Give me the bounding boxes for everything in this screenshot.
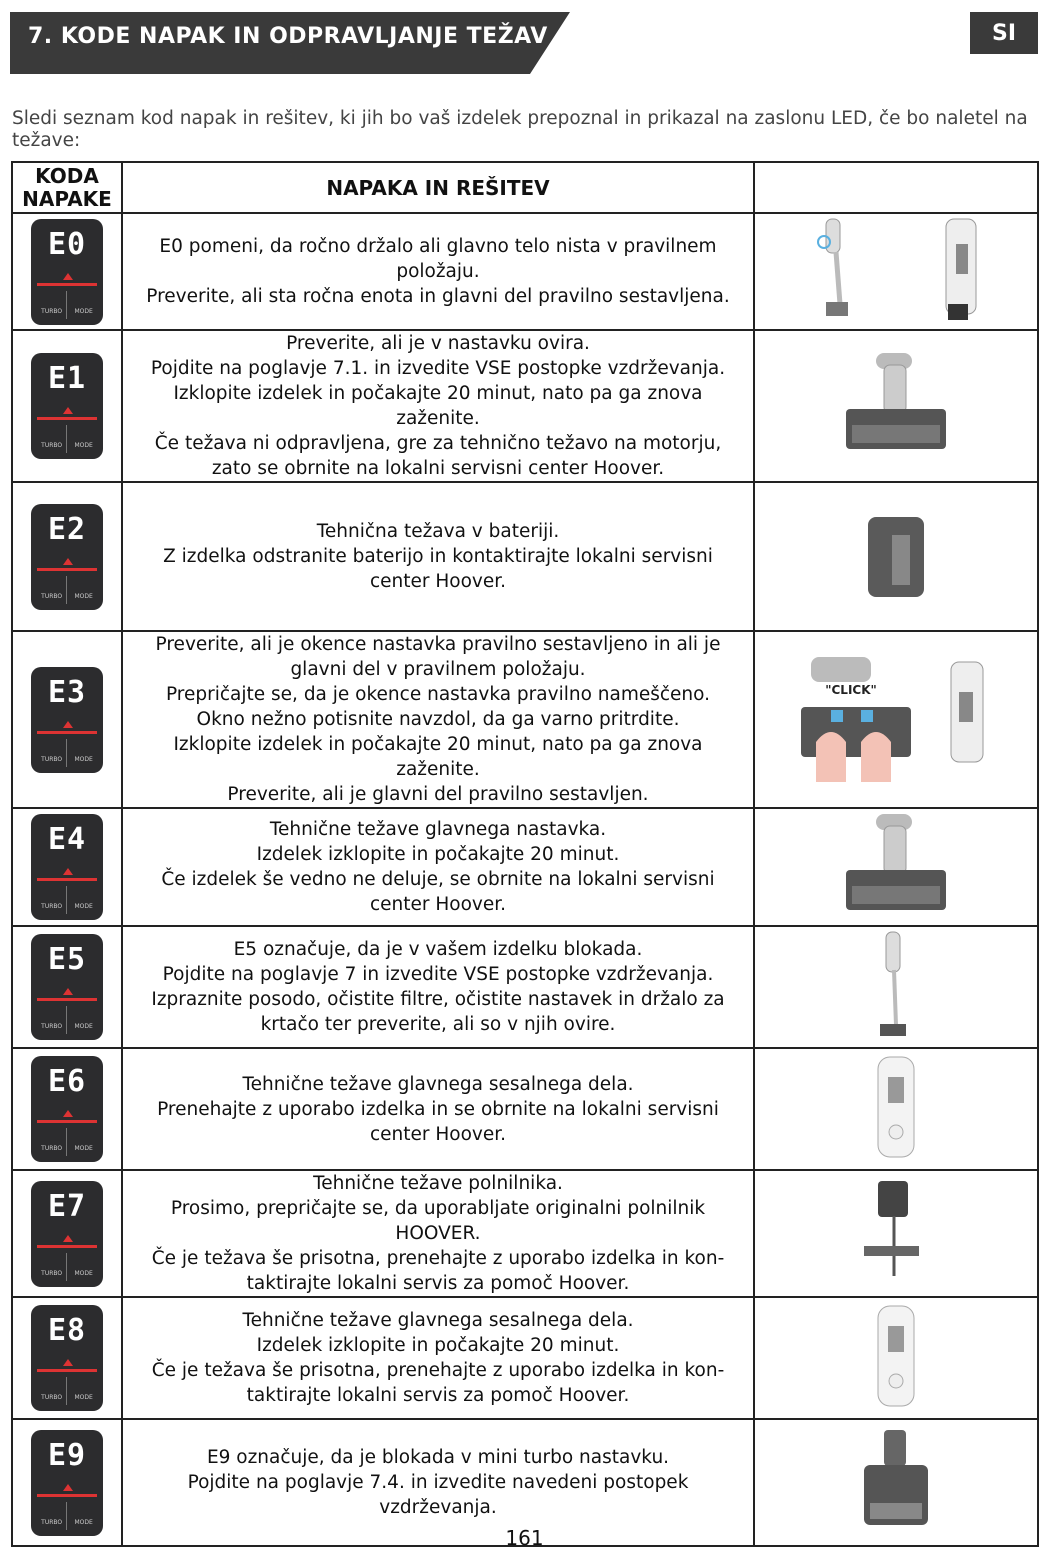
- floor-nozzle-icon: [836, 396, 956, 415]
- table-row: [12, 926, 1038, 1048]
- solution-line: Tehnične težave glavnega sesalnega dela.: [242, 1310, 634, 1331]
- nozzle-click-icon: [791, 683, 1001, 728]
- turbo-label: TURBO: [41, 755, 63, 763]
- led-display-icon: [31, 1056, 103, 1162]
- error-code-display: [12, 1297, 122, 1419]
- error-solution: [122, 1170, 754, 1297]
- turbo-label: TURBO: [41, 592, 63, 600]
- led-display-icon: [31, 353, 103, 459]
- error-code-table: [11, 161, 1039, 1547]
- solution-line: taktirajte lokalni servis za pomoč Hoover.: [246, 1273, 630, 1294]
- solution-line: Če težava ni odpravljena, gre za tehnično težavo na motorju,: [154, 433, 722, 454]
- solution-line: položaju.: [396, 261, 480, 282]
- solution-line: Preverite, ali je glavni del pravilno sestavljen.: [227, 784, 649, 805]
- solution-line: Tehnična težava v bateriji.: [316, 521, 560, 542]
- page-title: 7. KODE NAPAK IN ODPRAVLJANJE TEŽAV: [28, 24, 548, 49]
- illustration-cell: [754, 1048, 1038, 1170]
- solution-line: Izdelek izklopite in počakajte 20 minut.: [256, 844, 620, 865]
- solution-line: Prosimo, prepričajte se, da uporabljate originalni polnilnik: [170, 1198, 706, 1219]
- error-solution: [122, 926, 754, 1048]
- error-code: E5: [47, 942, 87, 977]
- solution-line: Prepričajte se, da je okence nastavka pravilno nameščeno.: [165, 684, 711, 705]
- floor-nozzle-icon: [836, 857, 956, 876]
- solution-line: Preverite, ali je okence nastavka pravilno sestavljeno in ali je: [155, 634, 721, 655]
- solution-line: E9 označuje, da je blokada v mini turbo nastavku.: [206, 1447, 670, 1468]
- turbo-label: TURBO: [41, 1269, 63, 1277]
- solution-line: center Hoover.: [369, 894, 507, 915]
- illustration-cell: [754, 808, 1038, 926]
- led-display-icon: [31, 1305, 103, 1411]
- charger-icon: [856, 1223, 936, 1242]
- solution-line: Tehnične težave glavnega sesalnega dela.: [242, 1073, 634, 1095]
- error-code: E6: [47, 1064, 87, 1099]
- error-solution: [122, 631, 754, 808]
- warning-icon: [63, 1235, 73, 1242]
- header-code: KODA NAPAKE: [12, 162, 122, 213]
- solution-line: center Hoover.: [369, 1123, 507, 1145]
- solution-line: Pojdite na poglavje 7.1. in izvedite VSE postopke vzdrževanja.: [150, 358, 726, 379]
- error-solution: [122, 330, 754, 482]
- led-display-icon: [31, 1181, 103, 1287]
- table-row: [12, 213, 1038, 330]
- error-code: E0: [47, 226, 87, 262]
- warning-icon: [63, 558, 73, 565]
- error-code: E2: [47, 511, 87, 547]
- stick-vacuum-assembly-icon: [796, 261, 996, 280]
- error-code-display: [12, 926, 122, 1048]
- error-code: E8: [47, 1313, 87, 1348]
- error-solution: [122, 482, 754, 631]
- warning-icon: [63, 1110, 73, 1117]
- error-code-display: [12, 330, 122, 482]
- table-row: [12, 1048, 1038, 1170]
- mode-label: MODE: [74, 1394, 93, 1401]
- mode-label: MODE: [74, 1145, 93, 1152]
- illustration-cell: [754, 1170, 1038, 1297]
- handheld-unit-icon: [856, 1348, 936, 1367]
- mode-label: MODE: [74, 755, 93, 763]
- handheld-unit-icon: [856, 1099, 936, 1118]
- warning-icon: [63, 1359, 73, 1366]
- solution-line: Tehnične težave glavnega nastavka.: [269, 819, 607, 840]
- solution-line: krtačo ter preverite, ali so v njih ovire.: [260, 1014, 616, 1035]
- warning-icon: [63, 988, 73, 995]
- turbo-label: TURBO: [41, 903, 63, 910]
- solution-line: zaženite.: [396, 759, 480, 780]
- mini-turbo-nozzle-icon: [856, 1472, 936, 1491]
- solution-line: Če je težava še prisotna, prenehajte z uporabo izdelka in kon-: [151, 1360, 725, 1381]
- solution-line: zaženite.: [396, 408, 480, 429]
- table-row: [12, 330, 1038, 482]
- solution-line: Prenehajte z uporabo izdelka in se obrnite na lokalni servisni: [157, 1098, 719, 1120]
- solution-line: Tehnične težave polnilnika.: [313, 1173, 563, 1194]
- illustration-cell: [754, 330, 1038, 482]
- table-row: [12, 482, 1038, 631]
- table-header-row: [12, 162, 1038, 213]
- error-code: E9: [47, 1437, 87, 1473]
- solution-line: Pojdite na poglavje 7.4. in izvedite navedeni postopek: [187, 1472, 689, 1493]
- solution-line: HOOVER.: [395, 1223, 481, 1244]
- turbo-label: TURBO: [41, 442, 63, 449]
- illustration-cell: [754, 482, 1038, 631]
- turbo-label: TURBO: [41, 1023, 63, 1030]
- led-display-icon: [31, 667, 103, 773]
- mode-label: MODE: [74, 1518, 93, 1526]
- table-row: [12, 1170, 1038, 1297]
- solution-line: taktirajte lokalni servis za pomoč Hoover.: [246, 1385, 630, 1406]
- error-code-display: [12, 1170, 122, 1297]
- click-label: "CLICK": [825, 683, 877, 697]
- language-badge: SI: [970, 12, 1038, 54]
- led-display-icon: [31, 814, 103, 920]
- stick-vacuum-icon: [856, 977, 936, 996]
- solution-line: Preverite, ali je v nastavku ovira.: [286, 333, 590, 354]
- warning-icon: [63, 407, 73, 414]
- solution-line: Izpraznite posodo, očistite filtre, očistite nastavek in držalo za: [151, 989, 725, 1010]
- header-image: [754, 162, 1038, 213]
- error-code-display: [12, 482, 122, 631]
- solution-line: Izklopite izdelek in počakajte 20 minut, nato pa ga znova: [173, 383, 703, 404]
- error-code-display: [12, 631, 122, 808]
- solution-line: Izdelek izklopite in počakajte 20 minut.: [256, 1335, 620, 1356]
- page-number: 161: [505, 1526, 544, 1550]
- table-row: [12, 631, 1038, 808]
- error-code-display: [12, 213, 122, 330]
- solution-line: E5 označuje, da je v vašem izdelku blokada.: [233, 939, 643, 960]
- error-solution: [122, 1297, 754, 1419]
- solution-line: center Hoover.: [369, 571, 507, 592]
- solution-line: glavni del v pravilnem položaju.: [290, 659, 586, 680]
- illustration-cell: [754, 213, 1038, 330]
- solution-line: Okno nežno potisnite navzdol, da ga varno pritrdite.: [196, 709, 680, 730]
- turbo-label: TURBO: [41, 1145, 63, 1152]
- solution-line: Pojdite na poglavje 7 in izvedite VSE postopke vzdrževanja.: [162, 964, 714, 985]
- solution-line: vzdrževanja.: [379, 1497, 497, 1518]
- warning-icon: [63, 1484, 73, 1491]
- warning-icon: [63, 721, 73, 728]
- error-code: E7: [47, 1188, 87, 1224]
- solution-line: Izklopite izdelek in počakajte 20 minut, nato pa ga znova: [173, 734, 703, 755]
- led-display-icon: [31, 1430, 103, 1536]
- solution-line: Preverite, ali sta ročna enota in glavni del pravilno sestavljena.: [146, 286, 730, 307]
- header-solution: NAPAKA IN REŠITEV: [122, 162, 754, 213]
- turbo-label: TURBO: [41, 1518, 63, 1526]
- mode-label: MODE: [74, 1023, 93, 1030]
- mode-label: MODE: [74, 307, 93, 315]
- led-display-icon: [31, 934, 103, 1040]
- error-code-display: [12, 808, 122, 926]
- error-code-display: [12, 1048, 122, 1170]
- error-code: E4: [47, 822, 87, 857]
- led-display-icon: [31, 219, 103, 325]
- solution-line: zato se obrnite na lokalni servisni center Hoover.: [211, 458, 665, 479]
- mode-label: MODE: [74, 442, 93, 449]
- solution-line: E0 pomeni, da ročno držalo ali glavno telo nista v pravilnem: [159, 236, 717, 257]
- turbo-label: TURBO: [41, 1394, 63, 1401]
- error-solution: [122, 213, 754, 330]
- warning-icon: [63, 273, 73, 280]
- battery-pack-icon: [856, 546, 936, 565]
- error-code: E1: [47, 361, 87, 396]
- intro-text: Sledi seznam kod napak in rešitev, ki jih bo vaš izdelek prepoznal in prikazal na zaslonu LED, če bo naletel na težave:: [12, 108, 1028, 151]
- solution-line: Če je težava še prisotna, prenehajte z uporabo izdelka in kon-: [151, 1248, 725, 1269]
- error-solution: [122, 808, 754, 926]
- turbo-label: TURBO: [41, 307, 63, 315]
- illustration-cell: [754, 631, 1038, 808]
- table-row: [12, 1297, 1038, 1419]
- error-code: E3: [47, 674, 87, 710]
- warning-icon: [63, 868, 73, 875]
- illustration-cell: [754, 1297, 1038, 1419]
- solution-line: Če izdelek še vedno ne deluje, se obrnite na lokalni servisni: [161, 869, 715, 890]
- illustration-cell: [754, 926, 1038, 1048]
- mode-label: MODE: [74, 1269, 93, 1277]
- mode-label: MODE: [74, 592, 93, 600]
- table-row: [12, 808, 1038, 926]
- led-display-icon: [31, 504, 103, 610]
- mode-label: MODE: [74, 903, 93, 910]
- solution-line: Z izdelka odstranite baterijo in kontaktirajte lokalni servisni: [163, 546, 713, 567]
- error-solution: [122, 1048, 754, 1170]
